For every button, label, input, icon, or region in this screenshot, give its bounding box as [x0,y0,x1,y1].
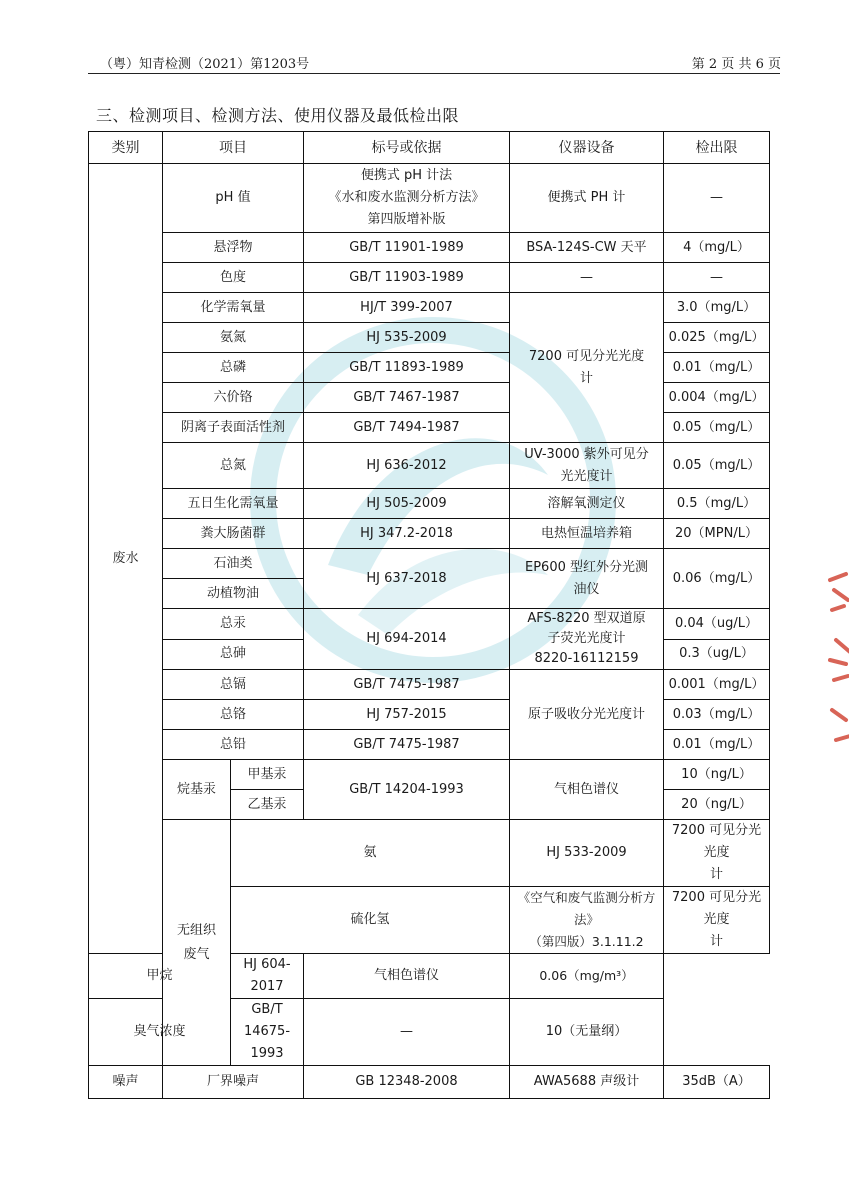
item-cell: 五日生化需氧量 [163,489,304,519]
item-cell: 六价铬 [163,383,304,413]
limit-cell: 10（ng/L） [664,760,770,790]
table-row [89,760,770,790]
table-row [89,549,770,579]
item-cell: 化学需氧量 [163,293,304,323]
instrument-cell: — [510,263,664,293]
item-cell: 乙基汞 [231,790,304,820]
instrument-cell: 7200 可见分光光度 计 [510,293,664,443]
table-row [89,730,770,760]
instrument-cell: — [304,999,510,1066]
header-method: 标号或依据 [304,132,510,164]
method-cell: HJ 636-2012 [304,443,510,489]
method-cell: GB/T 11903-1989 [304,263,510,293]
limit-cell: 35dB（A） [664,1066,770,1099]
category-wastewater: 废水 [89,164,163,954]
header-instrument: 仪器设备 [510,132,664,164]
method-cell: GB/T 7467-1987 [304,383,510,413]
table-row [89,700,770,730]
method-cell: GB/T 7494-1987 [304,413,510,443]
limit-cell: 0.01（mg/L） [664,353,770,383]
item-cell: 氨氮 [163,323,304,353]
limit-cell: 0.05（mg/L） [664,443,770,489]
item-cell: 总砷 [163,639,304,670]
header-limit: 检出限 [664,132,770,164]
method-cell: HJ 505-2009 [304,489,510,519]
instrument-cell: EP600 型红外分光测 油仪 [510,549,664,609]
item-cell: 臭气浓度 [89,999,231,1066]
limit-cell: 0.03（mg/L） [664,700,770,730]
table-header-row [89,132,770,164]
limit-cell: 0.01（mg/L） [664,730,770,760]
item-group-cell: 烷基汞 [163,760,231,820]
header-category: 类别 [89,132,163,164]
item-cell: 石油类 [163,549,304,579]
method-cell: 便携式 pH 计法 《水和废水监测分析方法》 第四版增补版 [304,164,510,233]
item-cell: 阴离子表面活性剂 [163,413,304,443]
method-cell: GB/T 7475-1987 [304,730,510,760]
instrument-cell: 气相色谱仪 [510,760,664,820]
instrument-cell: AFS-8220 型双道原 子荧光光度计 8220-16112159 [510,609,664,670]
item-cell: 总铬 [163,700,304,730]
instrument-cell: 电热恒温培养箱 [510,519,664,549]
item-cell: 色度 [163,263,304,293]
method-cell: HJ 604-2017 [231,954,304,999]
table-row [89,1066,770,1099]
method-cell: GB/T 14204-1993 [304,760,510,820]
method-cell: GB 12348-2008 [304,1066,510,1099]
method-cell: HJ 694-2014 [304,609,510,670]
limit-cell: 0.004（mg/L） [664,383,770,413]
table-row [89,489,770,519]
table-row [89,263,770,293]
item-cell: 总汞 [163,609,304,640]
category-noise: 噪声 [89,1066,163,1099]
method-cell: HJ 637-2018 [304,549,510,609]
category-fugitive-gas: 无组织 废气 [163,820,231,1066]
section-title: 三、检测项目、检测方法、使用仪器及最低检出限 [96,106,460,125]
instrument-cell: BSA-124S-CW 天平 [510,233,664,263]
method-cell: GB/T 7475-1987 [304,670,510,700]
item-cell: 氨 [231,820,510,887]
limit-cell: 0.06（mg/L） [664,549,770,609]
table-row [89,820,770,887]
limit-cell: 3.0（mg/L） [664,293,770,323]
limit-cell: 20（ng/L） [664,790,770,820]
method-cell: HJ 347.2-2018 [304,519,510,549]
table-row [89,519,770,549]
item-cell: 动植物油 [163,579,304,609]
table-row [89,233,770,263]
instrument-cell: AWA5688 声级计 [510,1066,664,1099]
table-row [89,293,770,323]
method-cell: GB/T 11901-1989 [304,233,510,263]
table-row [89,443,770,489]
table-row [89,383,770,413]
limit-cell: 0.025（mg/L） [664,323,770,353]
item-cell: 总镉 [163,670,304,700]
method-cell: HJ 533-2009 [510,820,664,887]
table-row [89,999,770,1066]
method-cell: HJ/T 399-2007 [304,293,510,323]
method-cell: GB/T 14675-1993 [231,999,304,1066]
limit-cell: 0.04（ug/L） [664,609,770,640]
method-cell: GB/T 11893-1989 [304,353,510,383]
item-cell: 甲烷 [89,954,231,999]
item-cell: 甲基汞 [231,760,304,790]
method-cell: HJ 757-2015 [304,700,510,730]
limit-cell: 0.001（mg/L） [664,670,770,700]
item-cell: 厂界噪声 [163,1066,304,1099]
instrument-cell: 气相色谱仪 [304,954,510,999]
limit-cell: 4（mg/L） [664,233,770,263]
header-divider [88,73,780,74]
table-row [89,670,770,700]
item-cell: 硫化氢 [231,887,510,954]
instrument-cell: UV-3000 紫外可见分 光光度计 [510,443,664,489]
detection-table [88,131,770,1099]
method-cell: 《空气和废气监测分析方法》 （第四版）3.1.11.2 [510,887,664,954]
table-row [89,323,770,353]
limit-cell: 0.06（mg/m³） [510,954,664,999]
item-cell: 悬浮物 [163,233,304,263]
limit-cell: 0.5（mg/L） [664,489,770,519]
item-cell: 总氮 [163,443,304,489]
item-cell: 粪大肠菌群 [163,519,304,549]
header-item: 项目 [163,132,304,164]
table-row [89,609,770,640]
table-row [89,353,770,383]
instrument-cell: 便携式 PH 计 [510,164,664,233]
page-info: 第 2 页 共 6 页 [691,57,781,72]
limit-cell: 0.05（mg/L） [664,413,770,443]
table-row [89,164,770,233]
item-cell: pH 值 [163,164,304,233]
instrument-cell: 溶解氧测定仪 [510,489,664,519]
limit-cell: 0.3（ug/L） [664,639,770,670]
limit-cell: 10（无量纲） [510,999,664,1066]
limit-cell: — [664,263,770,293]
limit-cell: — [664,164,770,233]
instrument-cell: 原子吸收分光光度计 [510,670,664,760]
method-cell: HJ 535-2009 [304,323,510,353]
limit-cell: 20（MPN/L） [664,519,770,549]
item-cell: 总磷 [163,353,304,383]
report-number: （粤）知青检测（2021）第1203号 [100,57,310,72]
table-row [89,413,770,443]
item-cell: 总铅 [163,730,304,760]
instrument-cell: 7200 可见分光光度 计 [664,887,770,954]
seal-stamp-fragment-icon [826,560,849,760]
instrument-cell: 7200 可见分光光度 计 [664,820,770,887]
